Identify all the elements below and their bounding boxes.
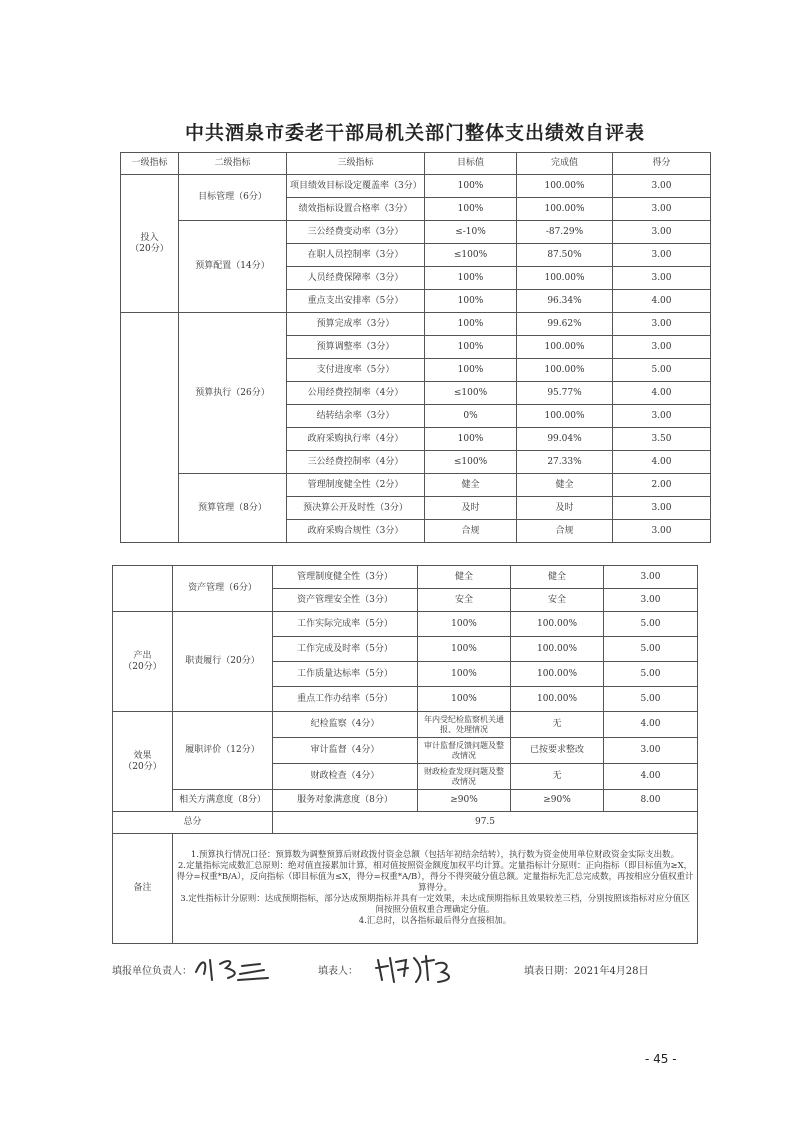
actual-cell: 安全 (511, 589, 604, 612)
score-cell: 3.00 (613, 267, 711, 290)
indicator-cell: 服务对象满意度（8分） (273, 790, 418, 812)
target-cell: ≤100% (425, 451, 517, 474)
header-cell: 一级指标 (121, 153, 179, 175)
sub-cell: 相关方满意度（8分） (173, 790, 273, 812)
remark-item: 3.定性指标计分原则：达成预期指标，部分达成预期指标并具有一定效果，未达成预期指标且效果较差三档，分别按照该指标对应分值区间按照分值权重合理确定分值。 (180, 894, 690, 915)
target-cell: 财政检查发现问题及整改情况 (418, 764, 511, 790)
header-cell: 三级指标 (287, 153, 425, 175)
actual-cell: 100.00% (517, 405, 613, 428)
actual-cell: 健全 (511, 566, 604, 589)
indicator-cell: 审计监督（4分） (273, 738, 418, 764)
target-cell: 100% (418, 637, 511, 662)
table-row (113, 790, 698, 812)
page-break-gap (112, 548, 712, 564)
indicator-cell: 项目绩效目标设定覆盖率（3分） (287, 175, 425, 198)
sub-cell: 职责履行（20分） (173, 612, 273, 712)
indicator-cell: 支付进度率（5分） (287, 359, 425, 382)
target-cell: 安全 (418, 589, 511, 612)
score-cell: 3.00 (613, 244, 711, 267)
remark-item: 4.汇总时，以各指标最后得分直接相加。 (358, 916, 512, 926)
score-cell: 5.00 (604, 637, 698, 662)
indicator-cell: 在职人员控制率（3分） (287, 244, 425, 267)
target-cell: 100% (425, 428, 517, 451)
actual-cell: 100.00% (517, 267, 613, 290)
actual-cell: 及时 (517, 497, 613, 520)
actual-cell: 合规 (517, 520, 613, 543)
score-cell: 8.00 (604, 790, 698, 812)
indicator-cell: 财政检查（4分） (273, 764, 418, 790)
group-cell-blank (121, 313, 179, 543)
target-cell: ≤100% (425, 244, 517, 267)
score-cell: 2.00 (613, 474, 711, 497)
group-cell: 效果 （20分） (113, 712, 173, 812)
indicator-cell: 结转结余率（3分） (287, 405, 425, 428)
actual-cell: 100.00% (517, 198, 613, 221)
sub-cell: 预算配置（14分） (179, 221, 287, 313)
sub-cell: 资产管理（6分） (173, 566, 273, 612)
table-row (121, 474, 711, 497)
score-cell: 4.00 (613, 382, 711, 405)
target-cell: 合规 (425, 520, 517, 543)
table-row (113, 566, 698, 589)
target-cell: 年内受纪检监察机关通报、处理情况 (418, 712, 511, 738)
actual-cell: 100.00% (511, 637, 604, 662)
target-cell: ≤100% (425, 382, 517, 405)
leader-signature (190, 950, 275, 984)
target-cell: 100% (418, 612, 511, 637)
score-cell: 3.00 (604, 738, 698, 764)
target-cell: 及时 (425, 497, 517, 520)
actual-cell: 已按要求整改 (511, 738, 604, 764)
actual-cell: 87.50% (517, 244, 613, 267)
target-cell: 0% (425, 405, 517, 428)
indicator-cell: 管理制度健全性（2分） (287, 474, 425, 497)
page-number: - 45 - (645, 1052, 677, 1066)
table-row (113, 712, 698, 738)
table-row (113, 612, 698, 637)
actual-cell: ≥90% (511, 790, 604, 812)
target-cell: ≥90% (418, 790, 511, 812)
score-cell: 3.00 (613, 313, 711, 336)
actual-cell: 99.04% (517, 428, 613, 451)
remark-item: 2.定量指标完成数汇总原则：绝对值直接累加计算，相对值按照资金额度加权平均计算。定量指标计分原则：正向指标（即目标值为≥X，得分=权重*B/A），反向指标（即目标值为≤X，得分=权重*A/B），得分不得突破分值总额。定量指标先汇总完成数，再按相应分值权重计算得分。 (176, 861, 694, 893)
performance-table-part1 (120, 152, 711, 543)
target-cell: 100% (425, 313, 517, 336)
indicator-cell: 绩效指标设置合格率（3分） (287, 198, 425, 221)
target-cell: 健全 (418, 566, 511, 589)
score-cell: 4.00 (604, 712, 698, 738)
indicator-cell: 工作实际完成率（5分） (273, 612, 418, 637)
score-cell: 3.50 (613, 428, 711, 451)
score-cell: 5.00 (604, 687, 698, 712)
actual-cell: 健全 (517, 474, 613, 497)
indicator-cell: 重点支出安排率（5分） (287, 290, 425, 313)
remark-label: 备注 (113, 834, 173, 944)
indicator-cell: 三公经费变动率（3分） (287, 221, 425, 244)
score-cell: 3.00 (613, 198, 711, 221)
unit-leader-label: 填报单位负责人： (112, 966, 192, 977)
actual-cell: 100.00% (517, 175, 613, 198)
actual-cell: 无 (511, 764, 604, 790)
target-cell: 健全 (425, 474, 517, 497)
actual-cell: 100.00% (511, 612, 604, 637)
actual-cell: 100.00% (511, 662, 604, 687)
group-cell-blank (113, 566, 173, 612)
target-cell: 100% (418, 687, 511, 712)
indicator-cell: 资产管理安全性（3分） (273, 589, 418, 612)
target-cell: 100% (425, 198, 517, 221)
actual-cell: 99.62% (517, 313, 613, 336)
target-cell: 100% (425, 290, 517, 313)
actual-cell: 无 (511, 712, 604, 738)
remark-content (173, 834, 698, 944)
header-cell: 目标值 (425, 153, 517, 175)
total-row (113, 812, 698, 834)
score-cell: 5.00 (604, 612, 698, 637)
target-cell: 100% (425, 336, 517, 359)
score-cell: 3.00 (613, 497, 711, 520)
actual-cell: -87.29% (517, 221, 613, 244)
sub-cell: 履职评价（12分） (173, 712, 273, 790)
actual-cell: 27.33% (517, 451, 613, 474)
score-cell: 5.00 (604, 662, 698, 687)
indicator-cell: 预决算公开及时性（3分） (287, 497, 425, 520)
indicator-cell: 工作质量达标率（5分） (273, 662, 418, 687)
target-cell: 100% (425, 359, 517, 382)
actual-cell: 100.00% (517, 336, 613, 359)
score-cell: 4.00 (613, 451, 711, 474)
fill-date: 填表日期：2021年4月28日 (524, 966, 649, 977)
group-cell: 产出 （20分） (113, 612, 173, 712)
actual-cell: 100.00% (511, 687, 604, 712)
score-cell: 3.00 (613, 405, 711, 428)
score-cell: 3.00 (613, 520, 711, 543)
indicator-cell: 纪检监察（4分） (273, 712, 418, 738)
indicator-cell: 工作完成及时率（5分） (273, 637, 418, 662)
filler-signature (372, 950, 462, 986)
score-cell: 3.00 (613, 175, 711, 198)
sub-cell: 预算执行（26分） (179, 313, 287, 474)
header-cell: 完成值 (517, 153, 613, 175)
header-cell: 得分 (613, 153, 711, 175)
actual-cell: 96.34% (517, 290, 613, 313)
filler-label: 填表人： (318, 966, 358, 977)
score-cell: 3.00 (613, 221, 711, 244)
indicator-cell: 预算完成率（3分） (287, 313, 425, 336)
score-cell: 3.00 (613, 336, 711, 359)
score-cell: 3.00 (604, 566, 698, 589)
group-cell: 投入 （20分） (121, 175, 179, 313)
indicator-cell: 预算调整率（3分） (287, 336, 425, 359)
indicator-cell: 管理制度健全性（3分） (273, 566, 418, 589)
target-cell: 100% (425, 267, 517, 290)
page-title: 中共酒泉市委老干部局机关部门整体支出绩效自评表 (184, 122, 645, 144)
indicator-cell: 人员经费保障率（3分） (287, 267, 425, 290)
table-header-row (121, 153, 711, 175)
table-row (121, 313, 711, 336)
sub-cell: 预算管理（8分） (179, 474, 287, 543)
total-label: 总分 (113, 812, 273, 834)
actual-cell: 100.00% (517, 359, 613, 382)
indicator-cell: 三公经费控制率（4分） (287, 451, 425, 474)
target-cell: 100% (425, 175, 517, 198)
score-cell: 5.00 (613, 359, 711, 382)
actual-cell: 95.77% (517, 382, 613, 405)
remark-item: 1.预算执行情况口径：预算数为调整预算后财政拨付资金总额（包括年初结余结转），执行数为资金使用单位财政资金实际支出数。 (190, 850, 680, 860)
target-cell: ≤-10% (425, 221, 517, 244)
performance-table-part2 (112, 565, 698, 944)
score-cell: 4.00 (604, 764, 698, 790)
header-cell: 二级指标 (179, 153, 287, 175)
indicator-cell: 政府采购合规性（3分） (287, 520, 425, 543)
target-cell: 审计监督反馈问题及整改情况 (418, 738, 511, 764)
score-cell: 3.00 (604, 589, 698, 612)
remark-row (113, 834, 698, 944)
total-value: 97.5 (273, 812, 698, 834)
indicator-cell: 公用经费控制率（4分） (287, 382, 425, 405)
table-row (121, 175, 711, 198)
table-row (121, 221, 711, 244)
target-cell: 100% (418, 662, 511, 687)
score-cell: 4.00 (613, 290, 711, 313)
indicator-cell: 重点工作办结率（5分） (273, 687, 418, 712)
indicator-cell: 政府采购执行率（4分） (287, 428, 425, 451)
sub-cell: 目标管理（6分） (179, 175, 287, 221)
